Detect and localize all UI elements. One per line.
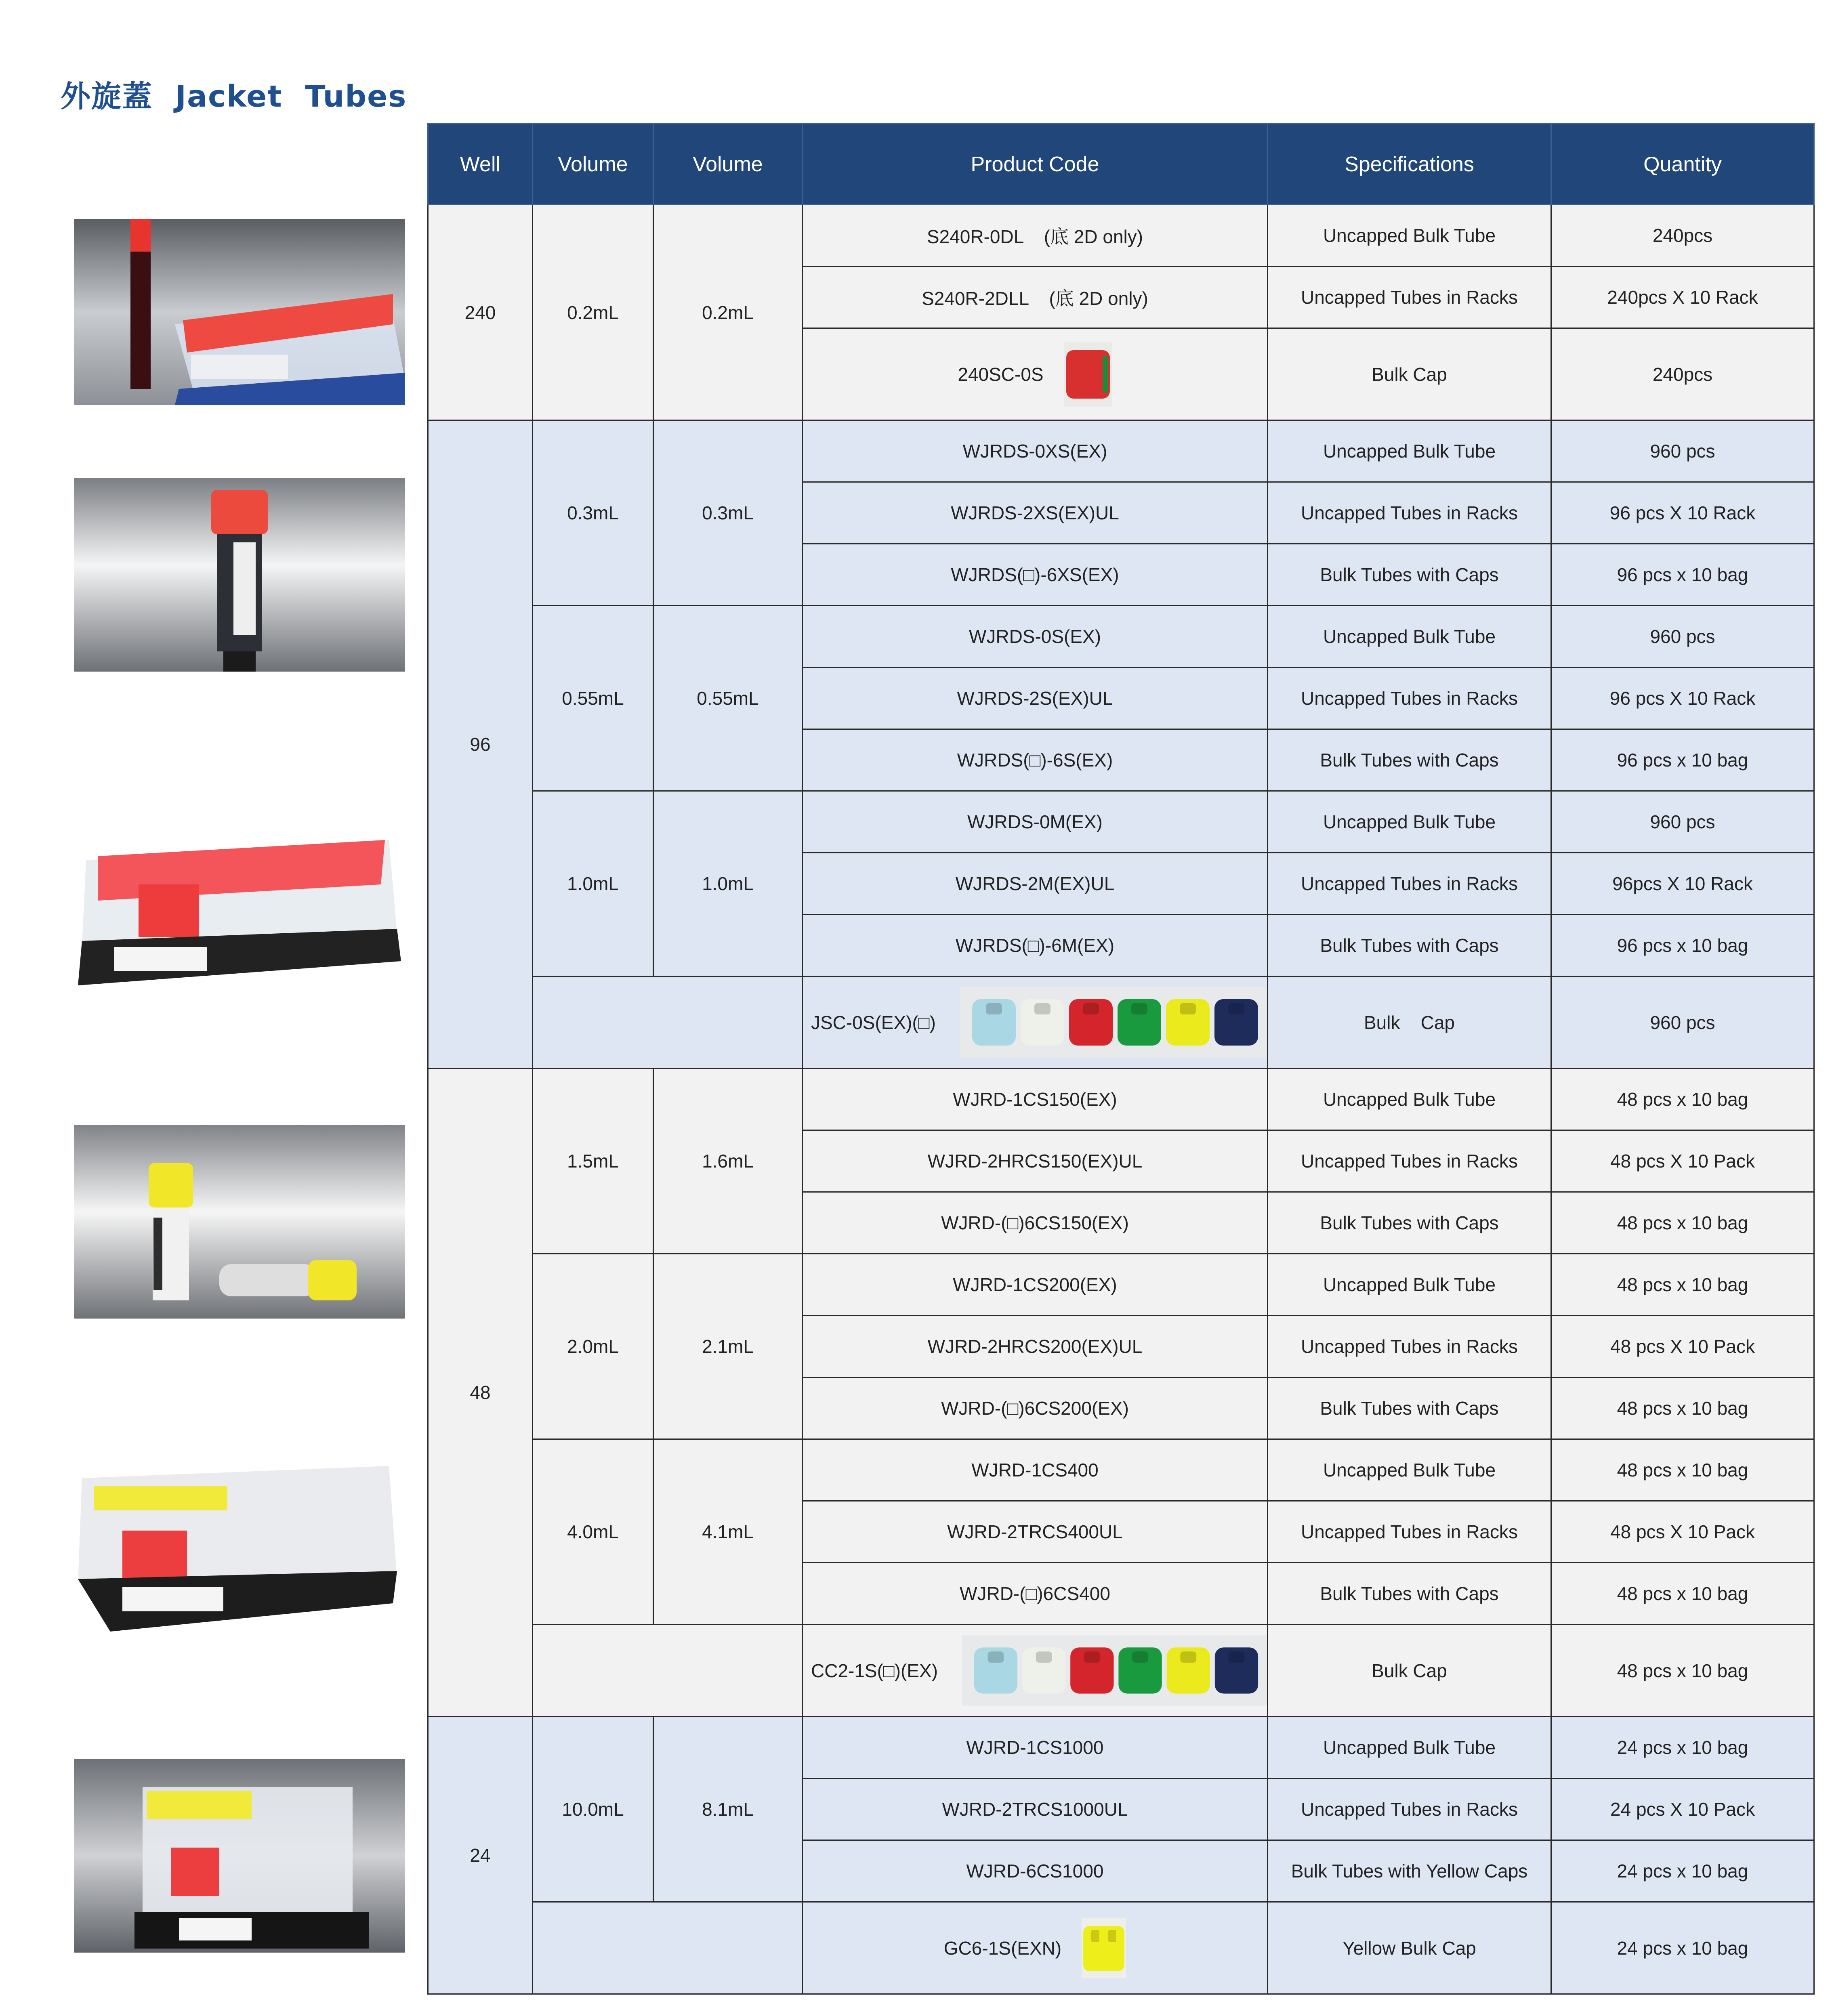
photo-240-tube-rack — [74, 219, 405, 405]
quantity-cell: 96 pcs X 10 Rack — [1551, 482, 1814, 544]
product-code-cell: WJRD-(□)6CS400 — [803, 1563, 1268, 1625]
quantity-cell: 24 pcs X 10 Pack — [1551, 1779, 1814, 1840]
col-header-volume-2: Volume — [653, 124, 803, 205]
quantity-cell: 48 pcs x 10 bag — [1551, 1069, 1814, 1130]
cap-notch — [1036, 1651, 1052, 1663]
specification-cell: Yellow Bulk Cap — [1268, 1902, 1551, 1994]
well-cell: 24 — [428, 1717, 533, 1994]
table-row — [428, 606, 1814, 668]
well-cell: 240 — [428, 205, 533, 420]
volume-cell: 10.0mL — [533, 1717, 653, 1902]
volume-cell: 0.3mL — [533, 420, 653, 606]
quantity-cell: 24 pcs x 10 bag — [1551, 1902, 1814, 1994]
specification-cell: Uncapped Bulk Tube — [1268, 1069, 1551, 1130]
specification-cell: Bulk Tubes with Caps — [1268, 544, 1551, 606]
col-header-product-code: Product Code — [803, 124, 1268, 205]
volume-2-cell: 0.55mL — [653, 606, 803, 791]
product-code-cell: WJRDS-0XS(EX) — [803, 420, 1268, 482]
quantity-cell: 48 pcs x 10 bag — [1551, 1439, 1814, 1501]
volume-cell: 1.0mL — [533, 791, 653, 976]
volume-2-cell: 8.1mL — [653, 1717, 803, 1902]
specification-cell: Bulk Tubes with Caps — [1268, 915, 1551, 976]
quantity-cell: 96 pcs x 10 bag — [1551, 915, 1814, 976]
well-cell: 96 — [428, 420, 533, 1069]
specification-cell: Bulk Tubes with Caps — [1268, 729, 1551, 791]
product-code-text: 240SC-0S — [958, 363, 1044, 385]
empty-volume-cell — [533, 1902, 803, 1994]
product-code-cell: WJRD-1CS150(EX) — [803, 1069, 1268, 1130]
specification-cell: Uncapped Bulk Tube — [1268, 1717, 1551, 1779]
col-header-quantity: Quantity — [1551, 124, 1814, 205]
quantity-cell: 240pcs — [1551, 205, 1814, 267]
table-header-row — [428, 124, 1814, 205]
product-code-cell: WJRD-2TRCS1000UL — [803, 1779, 1268, 1840]
product-code-cell: WJRD-2HRCS150(EX)UL — [803, 1130, 1268, 1192]
specification-cell: Uncapped Tubes in Racks — [1268, 482, 1551, 544]
product-code-text: JSC-0S(EX)(□) — [811, 1012, 936, 1033]
col-header-volume: Volume — [533, 124, 653, 205]
specification-cell: Uncapped Bulk Tube — [1268, 1439, 1551, 1501]
product-code-cell: WJRD-(□)6CS200(EX) — [803, 1378, 1268, 1439]
cap-notch — [1034, 1003, 1050, 1014]
quantity-cell: 48 pcs X 10 Pack — [1551, 1501, 1814, 1563]
photo-48-rack — [74, 1450, 405, 1644]
product-table — [427, 123, 1815, 1995]
product-code-cap-cell — [803, 1902, 1268, 1994]
quantity-cell: 48 pcs x 10 bag — [1551, 1625, 1814, 1717]
photo-24-rack — [74, 1759, 405, 1953]
specification-cell: Uncapped Tubes in Racks — [1268, 1130, 1551, 1192]
product-code-cell: WJRDS-2M(EX)UL — [803, 853, 1268, 915]
product-code-cell: WJRDS-2S(EX)UL — [803, 668, 1268, 729]
specification-cell: Uncapped Tubes in Racks — [1268, 668, 1551, 729]
quantity-cell: 48 pcs x 10 bag — [1551, 1563, 1814, 1625]
group-240 — [428, 205, 1814, 420]
photo-48-tubes — [74, 1125, 405, 1319]
table-row — [428, 1439, 1814, 1501]
quantity-cell: 240pcs X 10 Rack — [1551, 267, 1814, 328]
color-caps-image — [960, 987, 1267, 1058]
specification-cell: Uncapped Tubes in Racks — [1268, 1779, 1551, 1840]
specification-cell: Bulk Cap — [1268, 328, 1551, 420]
volume-cell: 4.0mL — [533, 1439, 653, 1625]
quantity-cell: 96pcs X 10 Rack — [1551, 853, 1814, 915]
quantity-cell: 960 pcs — [1551, 976, 1814, 1069]
quantity-cell: 96 pcs x 10 bag — [1551, 729, 1814, 791]
volume-2-cell: 2.1mL — [653, 1254, 803, 1439]
specification-cell: Uncapped Bulk Tube — [1268, 791, 1551, 853]
empty-volume-cell — [533, 976, 803, 1069]
table-row-cap — [428, 1902, 1814, 1994]
product-code-cell: S240R-2DLL (底 2D only) — [803, 267, 1268, 328]
volume-cell: 1.5mL — [533, 1069, 653, 1254]
cap-notch — [1132, 1651, 1148, 1663]
cap-notch — [988, 1651, 1004, 1663]
product-code-cap-cell — [803, 1625, 1268, 1717]
group-24 — [428, 1717, 1814, 1994]
volume-cell: 0.2mL — [533, 205, 653, 420]
cap-notch — [1180, 1651, 1196, 1663]
specification-cell: Uncapped Tubes in Racks — [1268, 1316, 1551, 1378]
table-row — [428, 205, 1814, 267]
product-code-cell: WJRDS-2XS(EX)UL — [803, 482, 1268, 544]
empty-volume-cell — [533, 1625, 803, 1717]
quantity-cell: 960 pcs — [1551, 791, 1814, 853]
product-code-cell: WJRDS(□)-6M(EX) — [803, 915, 1268, 976]
page-title: 外旋蓋 Jacket Tubes — [61, 79, 407, 114]
product-code-text: CC2-1S(□)(EX) — [811, 1660, 938, 1681]
volume-2-cell: 4.1mL — [653, 1439, 803, 1625]
product-code-cell: WJRD-1CS200(EX) — [803, 1254, 1268, 1316]
volume-cell: 0.55mL — [533, 606, 653, 791]
quantity-cell: 960 pcs — [1551, 606, 1814, 668]
cap-notch — [1229, 1651, 1245, 1663]
cap-notch — [1180, 1003, 1196, 1014]
volume-2-cell: 0.3mL — [653, 420, 803, 606]
quantity-cell: 96 pcs X 10 Rack — [1551, 668, 1814, 729]
product-code-cell: S240R-0DL (底 2D only) — [803, 205, 1268, 267]
group-48 — [428, 1069, 1814, 1717]
well-cell: 48 — [428, 1069, 533, 1717]
cap-notch — [1083, 1003, 1099, 1014]
col-header-well: Well — [428, 124, 533, 205]
table-row-cap — [428, 1625, 1814, 1717]
quantity-cell: 24 pcs x 10 bag — [1551, 1717, 1814, 1779]
quantity-cell: 48 pcs x 10 bag — [1551, 1378, 1814, 1439]
specification-cell: Bulk Tubes with Caps — [1268, 1563, 1551, 1625]
table-row — [428, 420, 1814, 482]
quantity-cell: 48 pcs X 10 Pack — [1551, 1316, 1814, 1378]
cap-notch — [1084, 1651, 1100, 1663]
table-row — [428, 1254, 1814, 1316]
table-row — [428, 1717, 1814, 1779]
specification-cell: Uncapped Bulk Tube — [1268, 1254, 1551, 1316]
col-header-specifications: Specifications — [1268, 124, 1551, 205]
specification-cell: Uncapped Bulk Tube — [1268, 606, 1551, 668]
quantity-cell: 240pcs — [1551, 328, 1814, 420]
product-code-cell: WJRD-1CS400 — [803, 1439, 1268, 1501]
specification-cell: Bulk Cap — [1268, 1625, 1551, 1717]
yellow-cap-image — [1082, 1918, 1126, 1978]
red-cap-image — [1064, 342, 1112, 407]
table-row — [428, 1069, 1814, 1130]
product-code-cell: WJRD-2TRCS400UL — [803, 1501, 1268, 1563]
specification-cell: Bulk Tubes with Caps — [1268, 1378, 1551, 1439]
product-code-cell: WJRDS(□)-6S(EX) — [803, 729, 1268, 791]
group-96 — [428, 420, 1814, 1069]
specification-cell: Uncapped Tubes in Racks — [1268, 1501, 1551, 1563]
quantity-cell: 96 pcs x 10 bag — [1551, 544, 1814, 606]
cap-notch — [1131, 1003, 1147, 1014]
product-code-cap-cell — [803, 328, 1268, 420]
product-code-cell: WJRD-1CS1000 — [803, 1717, 1268, 1779]
photo-96-rack — [74, 828, 405, 998]
specification-cell: Uncapped Tubes in Racks — [1268, 267, 1551, 328]
table-row-cap — [428, 976, 1814, 1069]
specification-cell: Uncapped Bulk Tube — [1268, 420, 1551, 482]
product-code-cell: WJRD-6CS1000 — [803, 1840, 1268, 1902]
cap-notch — [986, 1003, 1002, 1014]
quantity-cell: 960 pcs — [1551, 420, 1814, 482]
volume-cell: 2.0mL — [533, 1254, 653, 1439]
specification-cell: Bulk Tubes with Yellow Caps — [1268, 1840, 1551, 1902]
specification-cell: Bulk Tubes with Caps — [1268, 1192, 1551, 1254]
product-code-cell: WJRDS-0M(EX) — [803, 791, 1268, 853]
product-code-cell: WJRDS(□)-6XS(EX) — [803, 544, 1268, 606]
product-code-cell: WJRD-2HRCS200(EX)UL — [803, 1316, 1268, 1378]
quantity-cell: 24 pcs x 10 bag — [1551, 1840, 1814, 1902]
product-code-cell: WJRD-(□)6CS150(EX) — [803, 1192, 1268, 1254]
table-row — [428, 791, 1814, 853]
photo-96-single-tube — [74, 478, 405, 672]
specification-cell: Bulk Cap — [1268, 976, 1551, 1069]
product-code-text: GC6-1S(EXN) — [943, 1937, 1062, 1959]
volume-2-cell: 0.2mL — [653, 205, 803, 420]
color-caps-image — [962, 1635, 1267, 1706]
specification-cell: Uncapped Bulk Tube — [1268, 205, 1551, 267]
specification-cell: Uncapped Tubes in Racks — [1268, 853, 1551, 915]
product-code-cap-cell — [803, 976, 1268, 1069]
quantity-cell: 48 pcs x 10 bag — [1551, 1254, 1814, 1316]
cap-notch — [1228, 1003, 1244, 1014]
volume-2-cell: 1.6mL — [653, 1069, 803, 1254]
product-code-cell: WJRDS-0S(EX) — [803, 606, 1268, 668]
quantity-cell: 48 pcs x 10 bag — [1551, 1192, 1814, 1254]
quantity-cell: 48 pcs X 10 Pack — [1551, 1130, 1814, 1192]
volume-2-cell: 1.0mL — [653, 791, 803, 976]
